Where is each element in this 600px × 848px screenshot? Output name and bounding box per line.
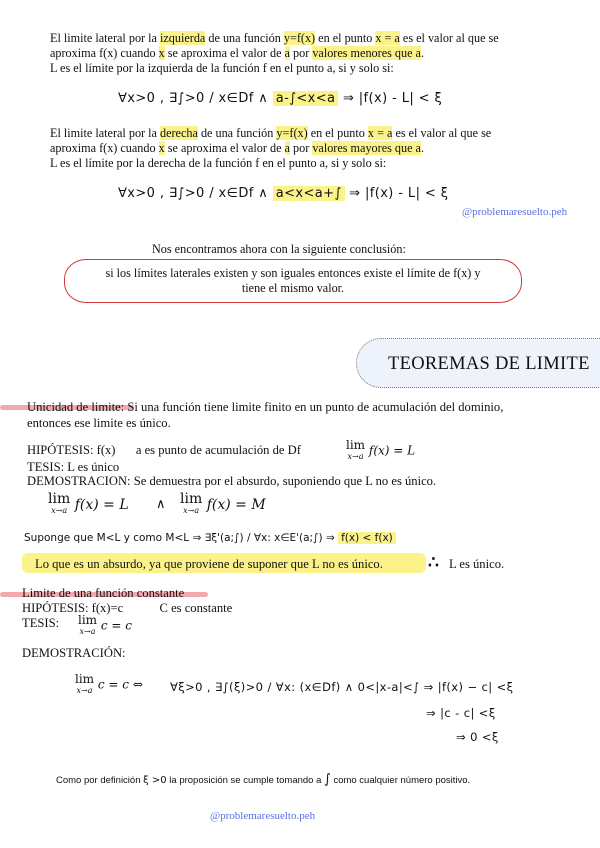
watermark-top: @problemaresuelto.peh xyxy=(462,206,568,218)
therefore-symbol: ∴ xyxy=(428,553,439,572)
highlight-derecha: derecha xyxy=(160,126,198,140)
left-limit-formula: ∀x>0 , ∃∫>0 / x∈Df ∧ a-∫<x<a ⇒ |f(x) - L| < ξ xyxy=(118,91,443,106)
constante-tesis-limit: lim x→a c = c xyxy=(78,613,133,636)
highlight-left-interval: a-∫<x<a xyxy=(273,91,339,106)
limit-equation-L: lim x→a f(x) = L xyxy=(48,491,129,515)
highlight-function: y=f(x) xyxy=(283,31,316,45)
conclusion-text: si los límites laterales existen y son iguales entonces existe el límite de f(x) y tiene el mismo valor. xyxy=(105,266,481,295)
highlight-point: x = a xyxy=(375,31,400,45)
highlight-mayores: valores mayores que a xyxy=(312,141,421,155)
limit-equation-M: lim x→a f(x) = M xyxy=(180,491,266,515)
absurdo-line: Lo que es un absurdo, ya que proviene de suponer que L no es único. xyxy=(35,557,383,571)
tesis-line: TESIS: L es único xyxy=(27,460,120,474)
highlight-right-interval: a<x<a+∫ xyxy=(273,186,345,201)
constante-title: Limite de una función constante xyxy=(22,586,185,600)
conclusion-intro: Nos encontramos ahora con la siguiente conclusión: xyxy=(152,242,406,256)
hipotesis-limit: lim x→a f(x) = L xyxy=(346,438,416,461)
hipotesis-line: HIPÓTESIS: f(x) a es punto de acumulación de Df xyxy=(27,443,301,457)
unicidad-paragraph: Unicidad de limite: Si una función tiene limite finito en un punto de acumulación del dominio, entonces ese limite es único. xyxy=(27,400,504,430)
right-limit-formula: ∀x>0 , ∃∫>0 / x∈Df ∧ a<x<a+∫ ⇒ |f(x) - L| < ξ xyxy=(118,186,449,201)
highlight-contradiction: f(x) < f(x) xyxy=(338,532,396,544)
wedge-symbol: ∧ xyxy=(156,496,166,511)
constante-tesis: TESIS: xyxy=(22,616,60,630)
watermark-bottom: @problemaresuelto.peh xyxy=(210,810,316,822)
theorems-title: TEOREMAS DE LIMITE xyxy=(388,354,590,374)
constante-proof-line3: ⇒ 0 <ξ xyxy=(456,730,499,744)
highlight-izquierda: izquierda xyxy=(160,31,206,45)
demostracion-line: DEMOSTRACION: Se demuestra por el absurdo, suponiendo que L no es único. xyxy=(27,474,437,488)
constante-proof-line2: ⇒ |c - c| <ξ xyxy=(426,706,496,720)
constante-hipotesis: HIPÓTESIS: f(x)=c C es constante xyxy=(22,601,233,615)
right-limit-paragraph: El limite lateral por la derecha de una función y=f(x) en el punto x = a es el valor al que se aproxima f(x) cuando x se aproxima el valor de a por valores mayores que a. L es el límite por la derecha de la función f en el punto a, si y solo si: xyxy=(50,126,492,170)
left-limit-paragraph: El limite lateral por la izquierda de una función y=f(x) en el punto x = a es el valor al que se aproxima f(x) cuando x se aproxima el valor de a por valores menores que a. L es el límite por la izquierda de la función f en el punto a, si y solo si: xyxy=(50,31,499,75)
highlight-menores: valores menores que a xyxy=(312,46,421,60)
final-remark: Como por definición ξ >0 la proposición se cumple tomando a ∫ como cualquier número positivo. xyxy=(56,772,471,787)
constante-proof-line1: ∀ξ>0 , ∃∫(ξ)>0 / ∀x: (x∈Df) ∧ 0<|x-a|<∫ ⇒ |f(x) − c| <ξ xyxy=(170,680,514,694)
unico-text: L es único. xyxy=(449,557,505,571)
suppose-handwritten: Suponge que M<L y como M<L ⇒ ∃ξ'(a;∫) / ∀x: x∈E'(a;∫) ⇒ f(x) < f(x) xyxy=(24,532,396,544)
constante-demostracion: DEMOSTRACIÓN: xyxy=(22,646,126,660)
constante-limit-expr: lim x→a c = c ⇔ xyxy=(75,672,143,695)
